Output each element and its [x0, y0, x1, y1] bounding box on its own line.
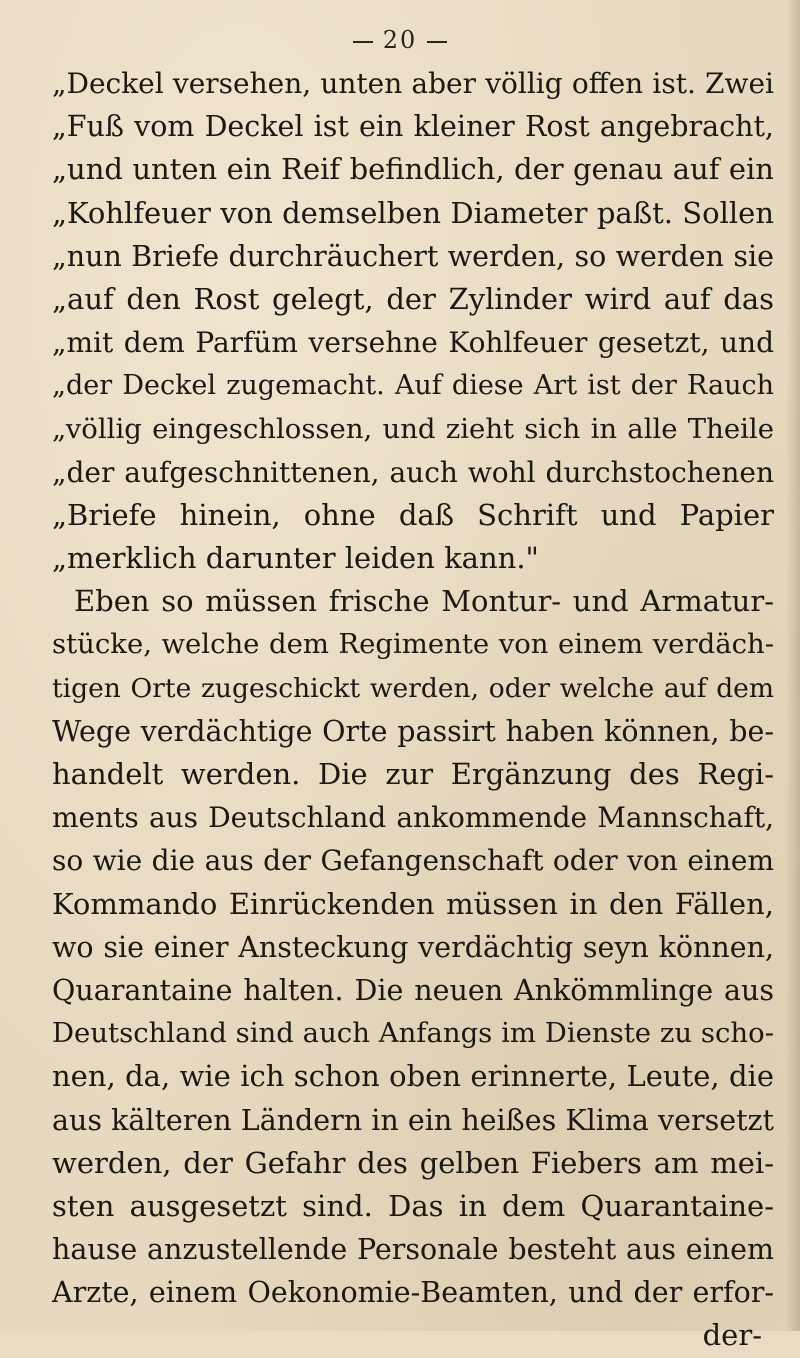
dash-right	[427, 41, 447, 43]
body-text	[52, 62, 774, 1358]
text-line: „Deckel versehen, unten aber völlig offen ist. Zwei	[52, 67, 774, 100]
text-line: handelt werden. Die zur Ergänzung des Regi-	[52, 757, 774, 791]
text-line: Deutschland sind auch Anfangs im Dienste zu scho-	[52, 1017, 774, 1050]
text-line: „völlig eingeschlossen, und zieht sich in alle Theile	[52, 412, 774, 445]
text-line: Arzte, einem Oekonomie-Beamten, und der erfor-	[52, 1276, 774, 1310]
text-line: so wie die aus der Gefangenschaft oder von einem	[52, 844, 774, 878]
text-line: „Briefe hinein, ohne daß Schrift und Papier	[52, 497, 774, 532]
text-line: Kommando Einrückenden müssen in den Fällen,	[52, 886, 774, 921]
text-line: „Kohlfeuer von demselben Diameter paßt. Sollen	[52, 195, 774, 230]
paragraph-start-line: Eben so müssen frische Montur- und Armatur-	[74, 584, 774, 619]
text-line: „mit dem Parfüm versehne Kohlfeuer gesetzt, und	[52, 326, 774, 360]
text-line: ments aus Deutschland ankommende Mannschaft,	[52, 801, 774, 835]
text-line: hause anzustellende Personale besteht aus einem	[52, 1233, 774, 1267]
page-number-text: 20	[382, 26, 418, 54]
text-line: werden, der Gefahr des gelben Fiebers am mei-	[52, 1145, 774, 1180]
text-line: „und unten ein Reif befindlich, der genau auf ein	[52, 152, 774, 187]
text-line: „der Deckel zugemacht. Auf diese Art ist der Rauch	[52, 370, 774, 402]
text-line: „nun Briefe durchräuchert werden, so werden sie	[52, 239, 774, 273]
dash-left	[353, 41, 373, 43]
text-line: aus kälteren Ländern in ein heißes Klima versetzt	[52, 1103, 774, 1137]
text-line: „auf den Rost gelegt, der Zylinder wird auf das	[52, 281, 774, 316]
page-edge-shadow	[786, 0, 800, 1331]
catchword: der-	[702, 1318, 762, 1353]
text-line: „der aufgeschnittenen, auch wohl durchstochenen	[52, 455, 774, 489]
text-line: „merklich darunter leiden kann."	[52, 541, 539, 576]
text-line: „Fuß vom Deckel ist ein kleiner Rost angebracht,	[52, 110, 774, 144]
text-line: sten ausgesetzt sind. Das in dem Quarantaine-	[52, 1188, 774, 1223]
page-number	[0, 26, 800, 54]
text-line: wo sie einer Ansteckung verdächtig seyn können,	[52, 930, 774, 964]
text-line: tigen Orte zugeschickt werden, oder welche auf dem	[52, 672, 774, 704]
text-line: nen, da, wie ich schon oben erinnerte, Leute, die	[52, 1059, 774, 1094]
text-line: Wege verdächtige Orte passirt haben können, be-	[52, 714, 774, 748]
text-line: Quarantaine halten. Die neuen Ankömmlinge aus	[52, 973, 774, 1007]
text-line: stücke, welche dem Regimente von einem verdäch-	[52, 628, 774, 661]
